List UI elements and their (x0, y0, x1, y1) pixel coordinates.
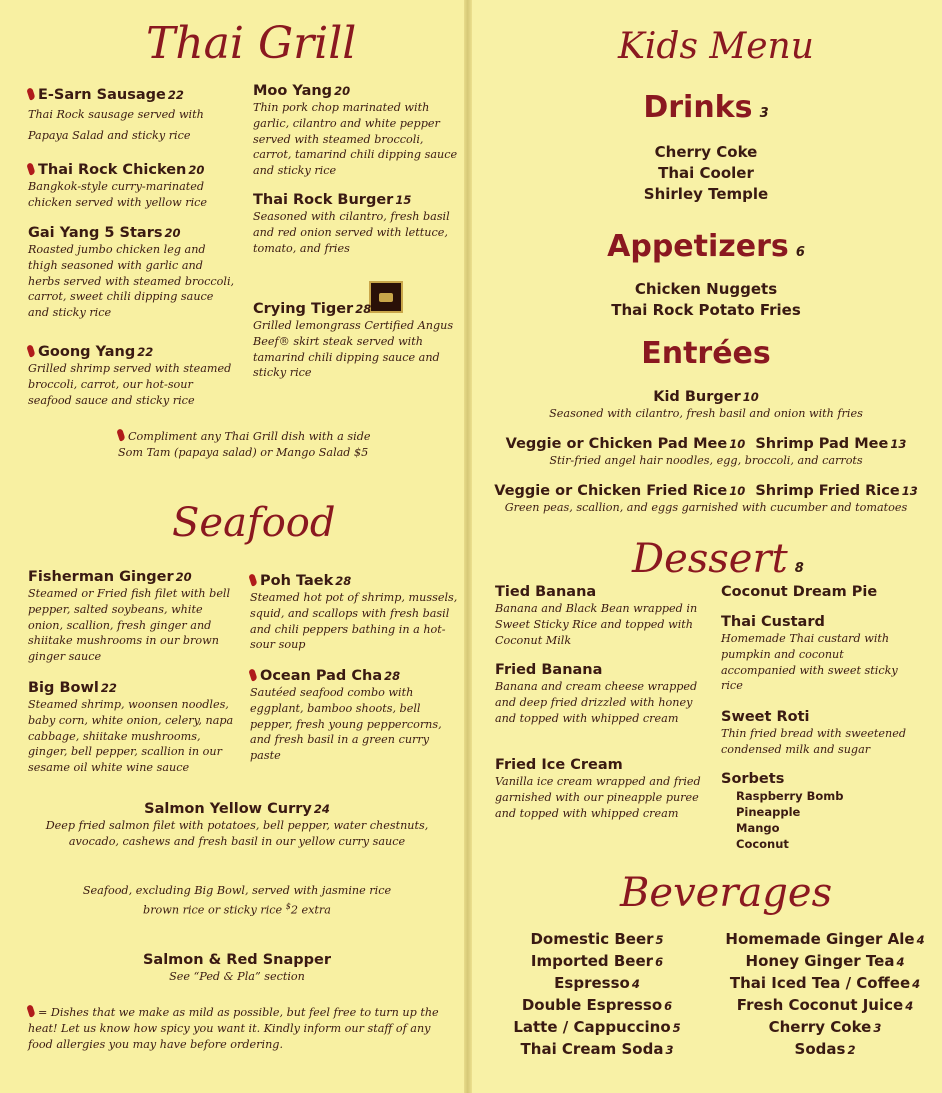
item-price: 28 (335, 574, 352, 588)
item-description: Grilled shrimp served with steamed broccoli, carrot, our hot-sour seafood sauce and sticky rice (28, 362, 232, 407)
beverage-item (712, 995, 938, 1017)
item-description: Steamed hot pot of shrimp, mussels, squid, and scallops with fresh basil and chili peppers bathing in a hot-sour soup (250, 591, 458, 652)
item-description: Steamed shrimp, woonsen noodles, baby corn, white onion, celery, napa cabbage, shiitake mushrooms, ginger, bell pepper, scallion in our sesame oil white wine sauce (28, 698, 234, 775)
entrees-heading (470, 336, 942, 371)
menu-item-salmon-red-snapper (40, 951, 434, 985)
item-name: Coconut Dream Pie (721, 584, 878, 600)
chili-pepper-icon (248, 668, 257, 681)
beverage-name: Honey Ginger Tea (745, 952, 895, 970)
item-description: Green peas, scallion, and eggs garnished with cucumber and tomatoes (504, 501, 908, 514)
menu-item-poh-taek (250, 572, 458, 653)
footnote-text: = Dishes that we make as mild as possible, but feel free to turn up the heat! Let us know how spicy you want it. Kindly inform our staff of any food allergies you may have before ordering. (28, 1006, 439, 1051)
item-description: Deep fried salmon filet with potatoes, bell pepper, water chestnuts, avocado, cashews and fresh basil in our yellow curry sauce (45, 819, 429, 848)
list-item: Chicken Nuggets (634, 280, 778, 298)
list-item: Cherry Coke (654, 143, 758, 161)
list-item: Pineapple (736, 805, 801, 819)
item-price: 22 (167, 88, 184, 102)
dessert-heading (632, 536, 804, 582)
appetizers-title: Appetizers (607, 229, 789, 264)
beverage-name: Cherry Coke (768, 1018, 872, 1036)
beverage-price: 5 (655, 933, 664, 947)
item-description: Banana and cream cheese wrapped and deep fried drizzled with honey and topped with whipped cream (495, 680, 698, 725)
beverage-price: 4 (916, 933, 925, 947)
beverage-name: Homemade Ginger Ale (725, 930, 915, 948)
thai-grill-side-note (118, 429, 390, 461)
item-name: Ocean Pad Cha (260, 668, 383, 684)
item-name: Crying Tiger (253, 301, 354, 317)
item-name: Thai Custard (721, 614, 825, 630)
beverage-name: Thai Iced Tea / Coffee (729, 974, 911, 992)
beverage-item (482, 973, 712, 995)
item-name: Sorbets (721, 771, 785, 787)
dessert-title: Dessert (632, 536, 788, 582)
appetizers-heading (470, 229, 942, 264)
item-name: Poh Taek (260, 573, 334, 589)
dessert-item-fried-ice-cream (495, 756, 705, 821)
item-price-2: 13 (901, 484, 918, 498)
item-price: 20 (164, 226, 181, 240)
drinks-heading (470, 90, 942, 125)
drinks-list (470, 142, 942, 205)
beverage-item (482, 1039, 712, 1061)
beverage-price: 4 (905, 999, 914, 1013)
drinks-title: Drinks (643, 90, 753, 125)
dessert-item-coconut-dream-pie (721, 583, 921, 601)
appetizers-price: 6 (795, 245, 805, 260)
item-price: 10 (729, 437, 746, 451)
item-description: Grilled lemongrass Certified Angus Beef® skirt steak served with tamarind chili dipping sauce and sticky rice (253, 319, 454, 380)
list-item: Thai Cooler (658, 164, 754, 182)
appetizers-list (470, 279, 942, 321)
beverage-price: 4 (631, 977, 640, 991)
item-name: Sweet Roti (721, 709, 810, 725)
rice-note-extra: 2 extra (290, 903, 331, 917)
menu-item-gai-yang-5-stars (28, 224, 236, 321)
dessert-item-sweet-roti (721, 708, 926, 758)
beverages-right-list (712, 929, 938, 1061)
item-name: Goong Yang (38, 344, 136, 360)
beverage-price: 6 (655, 955, 664, 969)
beverage-price: 4 (912, 977, 921, 991)
beverage-name: Espresso (554, 974, 630, 992)
beverage-name: Double Espresso (521, 996, 663, 1014)
chili-pepper-icon (248, 573, 257, 586)
item-name: Thai Rock Chicken (38, 162, 187, 178)
kids-menu-title: Kids Menu (618, 26, 814, 67)
beverage-item (482, 929, 712, 951)
list-item: Shirley Temple (643, 185, 769, 203)
item-name: Fried Ice Cream (495, 757, 623, 773)
item-description: Homemade Thai custard with pumpkin and coconut accompanied with sweet sticky rice (721, 632, 898, 693)
item-description: Seasoned with cilantro, fresh basil and onion with fries (549, 407, 863, 420)
menu-item-moo-yang (253, 82, 458, 179)
list-item: Raspberry Bomb (736, 789, 844, 803)
item-name: Fisherman Ginger (28, 569, 174, 585)
beverage-name: Thai Cream Soda (520, 1040, 664, 1058)
item-description: Sautéed seafood combo with eggplant, bamboo shoots, bell pepper, fresh young peppercorns, and fresh basil in a green curry paste (250, 686, 442, 763)
menu-item-thai-rock-burger (253, 191, 458, 256)
item-name: Salmon & Red Snapper (142, 952, 332, 968)
item-name: Kid Burger (653, 389, 741, 405)
beverage-name: Fresh Coconut Juice (736, 996, 904, 1014)
seafood-title: Seafood (172, 500, 336, 546)
item-price-2: 13 (890, 437, 907, 451)
item-price: 20 (334, 84, 351, 98)
list-item: Mango (736, 821, 780, 835)
beverage-item (482, 995, 712, 1017)
beverage-price: 5 (672, 1021, 681, 1035)
dessert-item-sorbets (721, 770, 921, 852)
menu-item-pad-mee (470, 435, 942, 469)
item-description: Seasoned with cilantro, fresh basil and red onion served with lettuce, tomato, and fries (253, 210, 450, 255)
chili-pepper-icon (26, 1004, 35, 1017)
item-name: Salmon Yellow Curry (144, 801, 312, 817)
beverages-title: Beverages (620, 870, 833, 916)
item-price: 15 (395, 193, 412, 207)
dessert-item-tied-banana (495, 583, 705, 648)
menu-item-fried-rice (470, 482, 942, 516)
dessert-item-thai-custard (721, 613, 921, 694)
menu-item-fisherman-ginger (28, 568, 238, 665)
item-name: Moo Yang (253, 83, 333, 99)
menu-item-goong-yang (28, 343, 238, 408)
item-name: Veggie or Chicken Pad Mee (505, 436, 728, 452)
item-description: Steamed or Fried fish filet with bell pepper, salted soybeans, white onion, scallion, fresh ginger and shiitake mushrooms in our brown ginger sauce (28, 587, 231, 664)
menu-item-salmon-yellow-curry (30, 800, 444, 850)
beverage-item (482, 951, 712, 973)
menu-item-big-bowl (28, 679, 240, 776)
item-price: 20 (175, 570, 192, 584)
beverage-price: 4 (896, 955, 905, 969)
beverage-price: 3 (665, 1043, 674, 1057)
beverage-item (712, 1017, 938, 1039)
menu-item-thai-rock-chicken (28, 161, 243, 211)
item-description: Bangkok-style curry-marinated chicken served with yellow rice (28, 180, 208, 209)
item-description: See “Ped & Pla” section (169, 970, 305, 983)
item-description: Thin fried bread with sweetened condensed milk and sugar (721, 727, 907, 756)
item-price: 28 (384, 669, 401, 683)
sorbet-flavors (721, 788, 921, 852)
chili-pepper-icon (26, 87, 35, 100)
item-price: 10 (729, 484, 746, 498)
item-price: 22 (137, 345, 154, 359)
item-description: Stir-fried angel hair noodles, egg, broccoli, and carrots (549, 454, 863, 467)
chili-pepper-icon (26, 162, 35, 175)
chili-pepper-icon (26, 344, 35, 357)
menu-item-e-sarn-sausage (28, 86, 243, 146)
beverage-name: Domestic Beer (530, 930, 654, 948)
item-name-2: Shrimp Pad Mee (755, 436, 889, 452)
item-name: Gai Yang 5 Stars (28, 225, 163, 241)
dollar-sign: $ (285, 901, 291, 911)
list-item: Thai Rock Potato Fries (611, 301, 801, 319)
dessert-price: 8 (794, 561, 804, 576)
item-name-2: Shrimp Fried Rice (755, 483, 900, 499)
thai-grill-title: Thai Grill (146, 18, 357, 69)
menu-item-crying-tiger (253, 300, 458, 381)
item-name: Fried Banana (495, 662, 603, 678)
spice-allergy-footnote (28, 1005, 453, 1052)
item-name: E-Sarn Sausage (38, 87, 166, 103)
beverage-price: 2 (847, 1043, 856, 1057)
item-price: 20 (188, 163, 205, 177)
chili-pepper-icon (116, 428, 125, 441)
beverage-name: Latte / Cappuccino (513, 1018, 671, 1036)
item-price: 28 (355, 302, 372, 316)
item-description: Roasted jumbo chicken leg and thigh seasoned with garlic and herbs served with steamed broccoli, carrot, sweet chili dipping sauce and sticky rice (28, 243, 235, 320)
beverage-item (712, 951, 938, 973)
beverage-item (712, 1039, 938, 1061)
item-price: 24 (313, 802, 330, 816)
item-price: 10 (742, 390, 759, 404)
beverage-item (482, 1017, 712, 1039)
menu-item-kid-burger (470, 388, 942, 422)
item-description: Banana and Black Bean wrapped in Sweet Sticky Rice and topped with Coconut Milk (495, 602, 698, 647)
item-name: Big Bowl (28, 680, 99, 696)
beverages-left-list (482, 929, 712, 1061)
item-description: Thin pork chop marinated with garlic, cilantro and white pepper served with steamed broccoli, carrot, tamarind chili dipping sauce and sticky rice (253, 101, 458, 178)
list-item: Coconut (736, 837, 789, 851)
beverage-name: Sodas (794, 1040, 846, 1058)
item-name: Veggie or Chicken Fried Rice (494, 483, 728, 499)
beverage-name: Imported Beer (530, 952, 654, 970)
rice-note-line-1: Seafood, excluding Big Bowl, served with jasmine rice (82, 884, 392, 897)
beverage-item (712, 929, 938, 951)
dessert-item-fried-banana (495, 661, 705, 726)
beverage-price: 3 (873, 1021, 882, 1035)
drinks-price: 3 (759, 106, 769, 121)
item-description: Vanilla ice cream wrapped and fried garnished with our pineapple puree and topped with whipped cream (495, 775, 701, 820)
item-description: Thai Rock sausage served with Papaya Salad and sticky rice (28, 108, 204, 142)
beverage-price: 6 (664, 999, 673, 1013)
seafood-rice-note (40, 883, 434, 918)
rice-note-line-2: brown rice or sticky rice (143, 903, 283, 917)
item-name: Tied Banana (495, 584, 597, 600)
item-price: 22 (100, 681, 117, 695)
item-name: Thai Rock Burger (253, 192, 394, 208)
beverage-item (712, 973, 938, 995)
side-note-text: Compliment any Thai Grill dish with a side Som Tam (papaya salad) or Mango Salad $5 (118, 430, 371, 459)
menu-item-ocean-pad-cha (250, 667, 458, 764)
entrees-title: Entrées (641, 336, 771, 371)
